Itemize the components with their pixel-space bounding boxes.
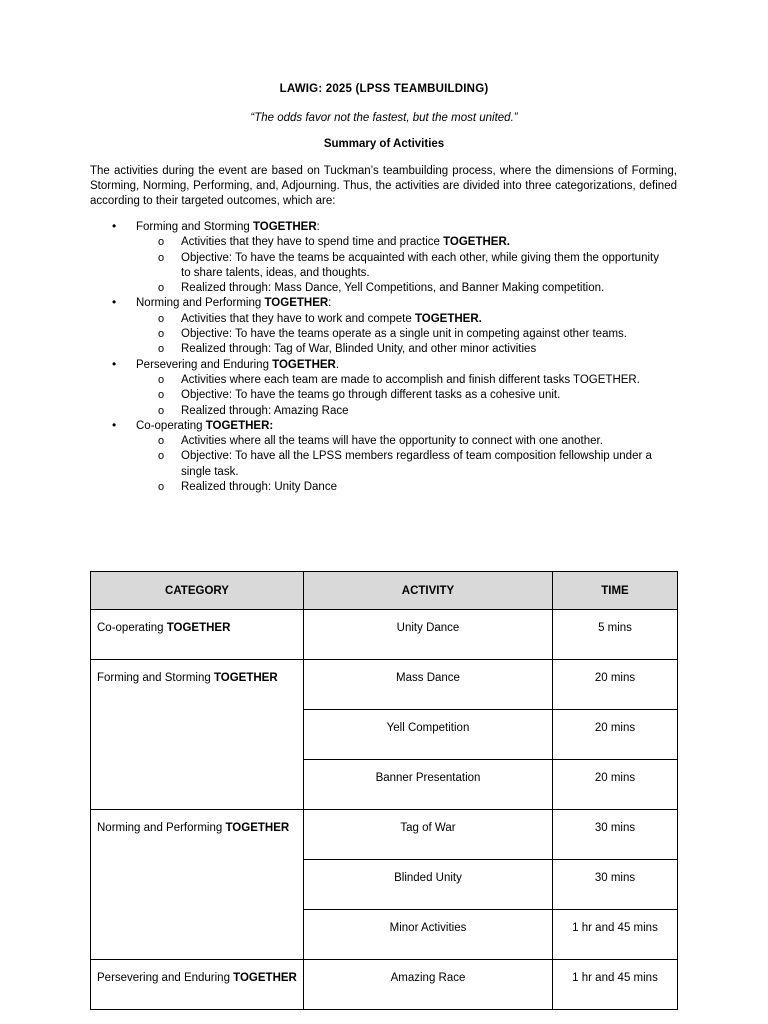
sub-list-item [0,449,665,480]
category-cell-emphasis: TOGETHER [233,972,297,984]
circle-bullet-icon: o [158,328,165,341]
circle-bullet-icon: o [158,282,165,295]
document-title: LAWIG: 2025 (LPSS TEAMBUILDING) [279,83,489,95]
circle-bullet-icon: o [158,481,165,494]
time-cell: 20 mins [553,660,678,710]
sub-item-text: Activities where all the teams will have the opportunity to connect with one another. [181,435,603,448]
category-emphasis: TOGETHER: [205,419,274,432]
category-cell-emphasis: TOGETHER [166,622,231,634]
bullet-icon: • [112,356,117,371]
circle-bullet-icon: o [158,373,165,386]
list-item [0,220,768,235]
intro-paragraph: The activities during the event are based on Tuckman’s teambuilding process, where the dimensions of Forming, Storming, Norming, Performing, and, Adjourning. Thus, the activities are divided into three categorizations, defined according to their targeted outcomes, which are: [90,165,677,207]
list-item [0,419,768,434]
category-label: Norming and Performing [136,297,265,310]
category-cell-label: Co-operating [97,622,167,634]
sub-item-text: Objective: To have the teams operate as a single unit in competing against other teams. [181,328,627,341]
category-cell-label: Forming and Storming [97,672,214,684]
activity-cell: Tag of War [304,810,553,860]
motto-quote: “The odds favor not the fastest, but the most united.” [250,112,518,124]
sub-item-emphasis: TOGETHER. [443,236,510,249]
sub-item-text: Activities where each team are made to accomplish and finish different tasks TOGETHER. [181,373,640,386]
circle-bullet-icon: o [158,404,165,417]
sub-list-item [0,404,665,419]
activity-table [90,571,678,1010]
category-emphasis: TOGETHER [272,358,336,371]
category-emphasis: TOGETHER [264,297,329,310]
table-header-row [91,572,678,610]
time-cell: 20 mins [553,760,678,810]
sub-item-text: Activities that they have to spend time and practice [181,236,444,249]
category-suffix: : [316,221,320,233]
category-emphasis: TOGETHER [252,221,317,233]
activity-cell: Yell Competition [304,710,553,760]
category-suffix: : [328,297,332,310]
bullet-icon: • [112,417,117,432]
bullet-icon: • [112,219,117,233]
sub-item-text: Realized through: Unity Dance [181,481,337,494]
sub-item-text: Objective: To have all the LPSS members regardless of team composition fellowship under a single task. [181,450,652,478]
category-cell-label: Persevering and Enduring [97,972,234,984]
sub-list-item [0,251,665,282]
circle-bullet-icon: o [158,435,165,448]
time-cell: 1 hr and 45 mins [553,910,678,960]
circle-bullet-icon: o [158,236,165,249]
sub-list-item [0,312,665,327]
table-row [91,610,678,660]
time-cell: 30 mins [553,860,678,910]
category-cell-label: Norming and Performing [97,822,226,834]
sub-list-item [0,235,665,250]
sub-list-item [0,281,665,296]
sub-item-text: Objective: To have the teams be acquainted with each other, while giving them the opportunity to share talents, ideas, and thoughts. [181,251,659,279]
bullet-icon: • [112,295,117,310]
circle-bullet-icon: o [158,389,165,402]
category-label: Co-operating [136,419,206,432]
activity-cell: Amazing Race [304,960,553,1010]
table-row [91,810,678,860]
sub-list-item [0,480,665,495]
sub-item-text: Objective: To have the teams go through different tasks as a cohesive unit. [181,389,561,402]
activity-cell: Banner Presentation [304,760,553,810]
activity-cell: Blinded Unity [304,860,553,910]
category-cell [91,810,304,960]
category-suffix: . [335,358,340,371]
category-cell [91,610,304,660]
column-header-time: TIME [553,572,678,610]
category-cell-emphasis: TOGETHER [213,672,278,684]
sub-item-text: Realized through: Mass Dance, Yell Competitions, and Banner Making competition. [181,282,605,295]
column-header-category: CATEGORY [91,572,304,610]
circle-bullet-icon: o [158,312,165,325]
table-row [91,960,678,1010]
category-cell [91,660,304,810]
category-list [0,220,768,495]
time-cell: 1 hr and 45 mins [553,960,678,1010]
sub-list-item [0,327,665,342]
list-item [0,296,768,311]
activity-cell: Minor Activities [304,910,553,960]
table-row [91,660,678,710]
sub-list-item [0,388,665,403]
activity-cell: Mass Dance [304,660,553,710]
circle-bullet-icon: o [158,251,165,264]
category-label: Persevering and Enduring [136,358,273,371]
section-heading: Summary of Activities [323,138,445,150]
activity-cell: Unity Dance [304,610,553,660]
sub-item-text: Activities that they have to work and compete [181,312,415,325]
circle-bullet-icon: o [158,450,165,463]
time-cell: 5 mins [553,610,678,660]
sub-list-item [0,342,665,357]
circle-bullet-icon: o [158,343,165,356]
sub-list-item [0,373,665,388]
sub-list-item [0,434,665,449]
column-header-activity: ACTIVITY [304,572,553,610]
list-item [0,358,768,373]
sub-item-text: Realized through: Amazing Race [181,404,349,417]
category-cell-emphasis: TOGETHER [225,822,290,834]
sub-item-emphasis: TOGETHER. [414,312,482,325]
sub-item-text: Realized through: Tag of War, Blinded Unity, and other minor activities [181,343,537,356]
time-cell: 30 mins [553,810,678,860]
category-label: Forming and Storming [136,221,253,233]
category-cell [91,960,304,1010]
time-cell: 20 mins [553,710,678,760]
